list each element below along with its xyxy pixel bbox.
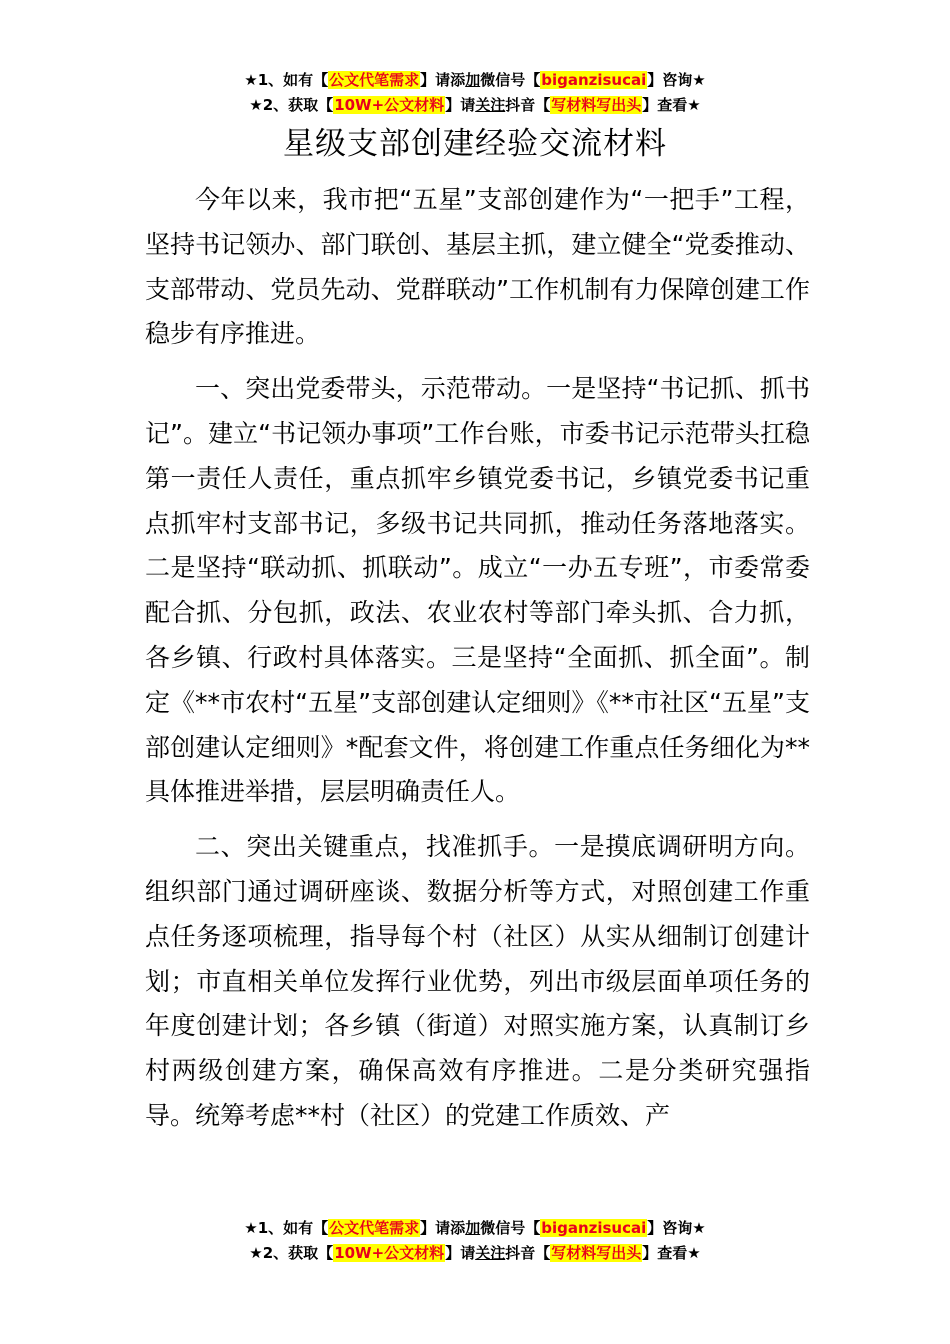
banner-line-2 bbox=[0, 1241, 950, 1266]
banner-text: ★2、获取【 bbox=[249, 96, 334, 114]
paragraph-section-2: 二、突出关键重点，找准抓手。一是摸底调研明方向。组织部门通过调研座谈、数据分析等方式，对照创建工作重点任务逐项梳理，指导每个村（社区）从实从细制订创建计划；市直相关单位发挥行业优势，列出市级层面单项任务的年度创建计划；各乡镇（街道）对照实施方案，认真制订乡村两级创建方案，确保高效有序推进。二是分类研究强指导。统筹考虑**村（社区）的党建工作质效、产 bbox=[145, 832, 810, 1130]
banner-text: 】请 bbox=[445, 96, 476, 114]
banner-text: 抖音【 bbox=[505, 96, 551, 114]
banner-text-underlined: 加 bbox=[465, 71, 481, 89]
highlight-account: 写材料写出头 bbox=[551, 1244, 642, 1262]
highlight-service: 公文代笔需求 bbox=[329, 1219, 420, 1237]
banner-text: ★1、如有【 bbox=[244, 71, 329, 89]
banner-text: 】请添 bbox=[420, 1219, 466, 1237]
highlight-account: 写材料写出头 bbox=[551, 96, 642, 114]
document-title: 星级支部创建经验交流材料 bbox=[283, 126, 667, 162]
banner-line-1 bbox=[0, 68, 950, 93]
banner-text-underlined: 加 bbox=[465, 1219, 481, 1237]
highlight-wechat-id: biganzisucai bbox=[541, 1219, 647, 1237]
paragraph-intro: 今年以来，我市把“五星”支部创建作为“一把手”工程，坚持书记领办、部门联创、基层主抓，建立健全“党委推动、支部带动、党员先动、党群联动”工作机制有力保障创建工作稳步有序推进。 bbox=[145, 185, 810, 349]
highlight-wechat-id: biganzisucai bbox=[541, 71, 647, 89]
banner-line-1 bbox=[0, 1216, 950, 1241]
banner-text: 】请添 bbox=[420, 71, 466, 89]
banner-text: 】咨询★ bbox=[647, 71, 706, 89]
banner-text: 】查看★ bbox=[642, 96, 701, 114]
banner-text: 】请 bbox=[445, 1244, 476, 1262]
banner-text: 微信号【 bbox=[480, 1219, 541, 1237]
header-banner bbox=[0, 68, 950, 118]
banner-line-2 bbox=[0, 93, 950, 118]
highlight-materials: 10W+公文材料 bbox=[334, 1244, 445, 1262]
banner-text-underlined: 关注 bbox=[475, 96, 506, 114]
highlight-service: 公文代笔需求 bbox=[329, 71, 420, 89]
banner-text: ★2、获取【 bbox=[249, 1244, 334, 1262]
banner-text: ★1、如有【 bbox=[244, 1219, 329, 1237]
highlight-materials: 10W+公文材料 bbox=[334, 96, 445, 114]
banner-text-underlined: 关注 bbox=[475, 1244, 506, 1262]
footer-banner bbox=[0, 1216, 950, 1266]
banner-text: 】咨询★ bbox=[647, 1219, 706, 1237]
document-body bbox=[145, 178, 810, 1139]
banner-text: 微信号【 bbox=[480, 71, 541, 89]
paragraph-section-1: 一、突出党委带头，示范带动。一是坚持“书记抓、抓书记”。建立“书记领办事项”工作台账，市委书记示范带头扛稳第一责任人责任，重点抓牢乡镇党委书记，乡镇党委书记重点抓牢村支部书记，多级书记共同抓，推动任务落地落实。二是坚持“联动抓、抓联动”。成立“一办五专班”，市委常委配合抓、分包抓，政法、农业农村等部门牵头抓、合力抓，各乡镇、行政村具体落实。三是坚持“全面抓、抓全面”。制定《**市农村“五星”支部创建认定细则》《**市社区“五星”支部创建认定细则》*配套文件，将创建工作重点任务细化为**具体推进举措，层层明确责任人。 bbox=[145, 374, 810, 807]
banner-text: 】查看★ bbox=[642, 1244, 701, 1262]
banner-text: 抖音【 bbox=[505, 1244, 551, 1262]
